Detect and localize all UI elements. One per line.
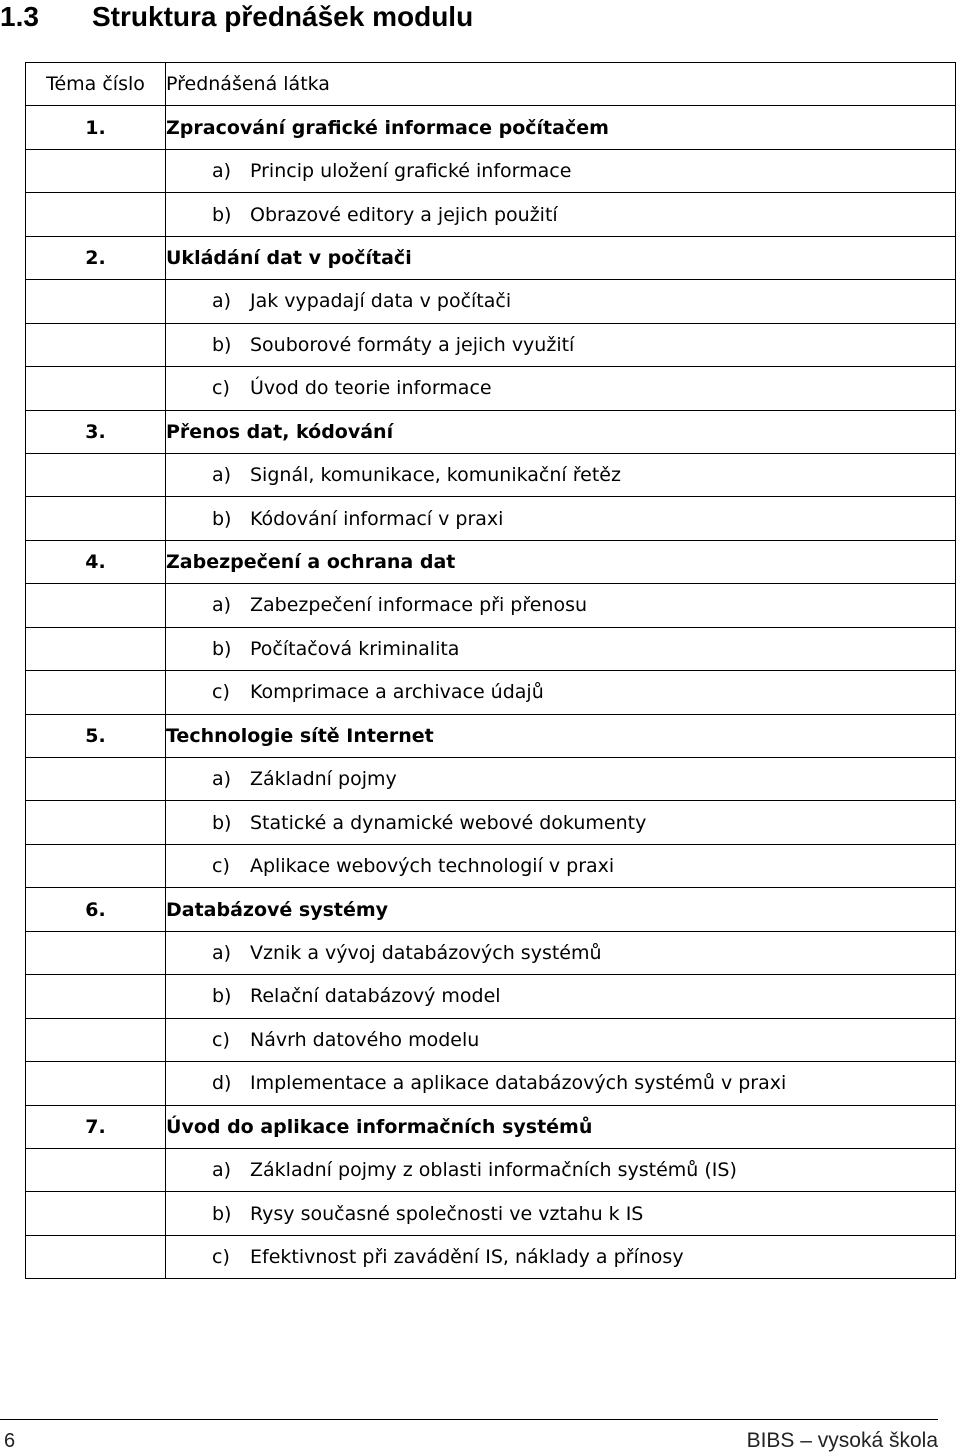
subtopic-letter: b): [212, 203, 232, 226]
module-number: 3.: [26, 410, 166, 453]
subtopic-row: [26, 1018, 956, 1061]
subtopic-row: [26, 367, 956, 410]
subtopic-text: Aplikace webových technologií v praxi: [250, 855, 615, 878]
subtopic-number-cell: [26, 584, 166, 627]
subtopic-row: [26, 844, 956, 887]
subtopic-cell: [166, 931, 956, 974]
subtopic-letter: b): [212, 507, 232, 530]
subtopic-letter: b): [212, 1202, 232, 1225]
module-row: [26, 540, 956, 583]
subtopic-cell: [166, 453, 956, 496]
subtopic-cell: [166, 149, 956, 192]
subtopic-number-cell: [26, 497, 166, 540]
module-row: [26, 714, 956, 757]
footer-divider: [0, 1419, 938, 1420]
subtopic-number-cell: [26, 844, 166, 887]
subtopic-row: [26, 758, 956, 801]
subtopic-text: Zabezpečení informace při přenosu: [250, 594, 588, 617]
table-header-row: [26, 63, 956, 106]
subtopic-letter: c): [212, 1246, 230, 1269]
module-row: [26, 410, 956, 453]
subtopic-cell: [166, 193, 956, 236]
subtopic-letter: a): [212, 594, 232, 617]
subtopic-row: [26, 323, 956, 366]
subtopic-letter: a): [212, 464, 232, 487]
subtopic-number-cell: [26, 801, 166, 844]
subtopic-number-cell: [26, 1018, 166, 1061]
subtopic-letter: d): [212, 1072, 232, 1095]
subtopic-cell: [166, 1235, 956, 1278]
subtopic-number-cell: [26, 975, 166, 1018]
subtopic-text: Signál, komunikace, komunikační řetěz: [250, 464, 621, 487]
module-title: Úvod do aplikace informačních systémů: [166, 1105, 956, 1148]
subtopic-cell: [166, 801, 956, 844]
subtopic-text: Princip uložení grafické informace: [250, 160, 572, 183]
subtopic-letter: a): [212, 768, 232, 791]
module-number: 2.: [26, 236, 166, 279]
header-lecture-content: Přednášená látka: [166, 63, 956, 106]
module-row: [26, 236, 956, 279]
subtopic-letter: c): [212, 855, 230, 878]
subtopic-letter: b): [212, 811, 232, 834]
subtopic-row: [26, 149, 956, 192]
subtopic-row: [26, 1148, 956, 1191]
subtopic-letter: a): [212, 160, 232, 183]
subtopic-text: Obrazové editory a jejich použití: [250, 203, 558, 226]
subtopic-cell: [166, 497, 956, 540]
subtopic-row: [26, 627, 956, 670]
section-heading: [0, 0, 473, 36]
subtopic-cell: [166, 280, 956, 323]
subtopic-cell: [166, 1018, 956, 1061]
section-title: Struktura přednášek modulu: [92, 1, 474, 32]
subtopic-text: Úvod do teorie informace: [250, 377, 492, 400]
subtopic-row: [26, 975, 956, 1018]
subtopic-text: Jak vypadají data v počítači: [250, 290, 512, 313]
subtopic-number-cell: [26, 367, 166, 410]
subtopic-number-cell: [26, 1192, 166, 1235]
section-number: 1.3: [0, 1, 39, 32]
subtopic-row: [26, 584, 956, 627]
page-number: 6: [4, 1430, 16, 1452]
subtopic-row: [26, 1235, 956, 1278]
subtopic-text: Komprimace a archivace údajů: [250, 681, 544, 704]
subtopic-row: [26, 193, 956, 236]
subtopic-number-cell: [26, 323, 166, 366]
subtopic-text: Relační databázový model: [250, 985, 501, 1008]
subtopic-letter: a): [212, 1159, 232, 1182]
subtopic-number-cell: [26, 931, 166, 974]
subtopic-cell: [166, 1148, 956, 1191]
subtopic-cell: [166, 627, 956, 670]
header-topic-number: Téma číslo: [26, 63, 166, 106]
subtopic-text: Vznik a vývoj databázových systémů: [250, 941, 602, 964]
subtopic-cell: [166, 1192, 956, 1235]
subtopic-number-cell: [26, 280, 166, 323]
module-row: [26, 106, 956, 149]
module-number: 4.: [26, 540, 166, 583]
module-title: Přenos dat, kódování: [166, 410, 956, 453]
subtopic-cell: [166, 323, 956, 366]
subtopic-number-cell: [26, 671, 166, 714]
subtopic-number-cell: [26, 758, 166, 801]
module-title: Databázové systémy: [166, 888, 956, 931]
subtopic-number-cell: [26, 1235, 166, 1278]
subtopic-text: Efektivnost při zavádění IS, náklady a přínosy: [250, 1246, 684, 1269]
subtopic-cell: [166, 671, 956, 714]
module-row: [26, 888, 956, 931]
subtopic-cell: [166, 975, 956, 1018]
subtopic-text: Počítačová kriminalita: [250, 637, 460, 660]
module-number: 5.: [26, 714, 166, 757]
subtopic-text: Základní pojmy: [250, 768, 397, 791]
subtopic-cell: [166, 844, 956, 887]
subtopic-row: [26, 497, 956, 540]
module-title: Zabezpečení a ochrana dat: [166, 540, 956, 583]
module-title: Zpracování grafické informace počítačem: [166, 106, 956, 149]
subtopic-cell: [166, 1062, 956, 1105]
subtopic-text: Kódování informací v praxi: [250, 507, 504, 530]
module-number: 6.: [26, 888, 166, 931]
subtopic-cell: [166, 584, 956, 627]
subtopic-number-cell: [26, 453, 166, 496]
subtopic-number-cell: [26, 1148, 166, 1191]
subtopic-number-cell: [26, 149, 166, 192]
module-number: 1.: [26, 106, 166, 149]
module-number: 7.: [26, 1105, 166, 1148]
subtopic-cell: [166, 758, 956, 801]
subtopic-text: Rysy současné společnosti ve vztahu k IS: [250, 1202, 644, 1225]
module-title: Ukládání dat v počítači: [166, 236, 956, 279]
footer-school-name: BIBS – vysoká škola: [746, 1429, 938, 1452]
subtopic-letter: a): [212, 941, 232, 964]
subtopic-letter: c): [212, 1028, 230, 1051]
subtopic-number-cell: [26, 193, 166, 236]
subtopic-text: Návrh datového modelu: [250, 1028, 480, 1051]
subtopic-number-cell: [26, 627, 166, 670]
subtopic-row: [26, 1192, 956, 1235]
subtopic-letter: b): [212, 637, 232, 660]
subtopic-cell: [166, 367, 956, 410]
subtopic-number-cell: [26, 1062, 166, 1105]
subtopic-text: Základní pojmy z oblasti informačních systémů (IS): [250, 1159, 737, 1182]
lecture-structure-table: [25, 62, 956, 1279]
subtopic-row: [26, 453, 956, 496]
subtopic-row: [26, 671, 956, 714]
subtopic-text: Implementace a aplikace databázových systémů v praxi: [250, 1072, 787, 1095]
subtopic-letter: a): [212, 290, 232, 313]
subtopic-row: [26, 931, 956, 974]
subtopic-text: Souborové formáty a jejich využití: [250, 333, 575, 356]
table-body: [26, 63, 956, 1279]
subtopic-letter: b): [212, 333, 232, 356]
subtopic-letter: c): [212, 681, 230, 704]
subtopic-row: [26, 1062, 956, 1105]
subtopic-letter: b): [212, 985, 232, 1008]
subtopic-row: [26, 280, 956, 323]
module-row: [26, 1105, 956, 1148]
subtopic-row: [26, 801, 956, 844]
subtopic-letter: c): [212, 377, 230, 400]
module-title: Technologie sítě Internet: [166, 714, 956, 757]
subtopic-text: Statické a dynamické webové dokumenty: [250, 811, 647, 834]
